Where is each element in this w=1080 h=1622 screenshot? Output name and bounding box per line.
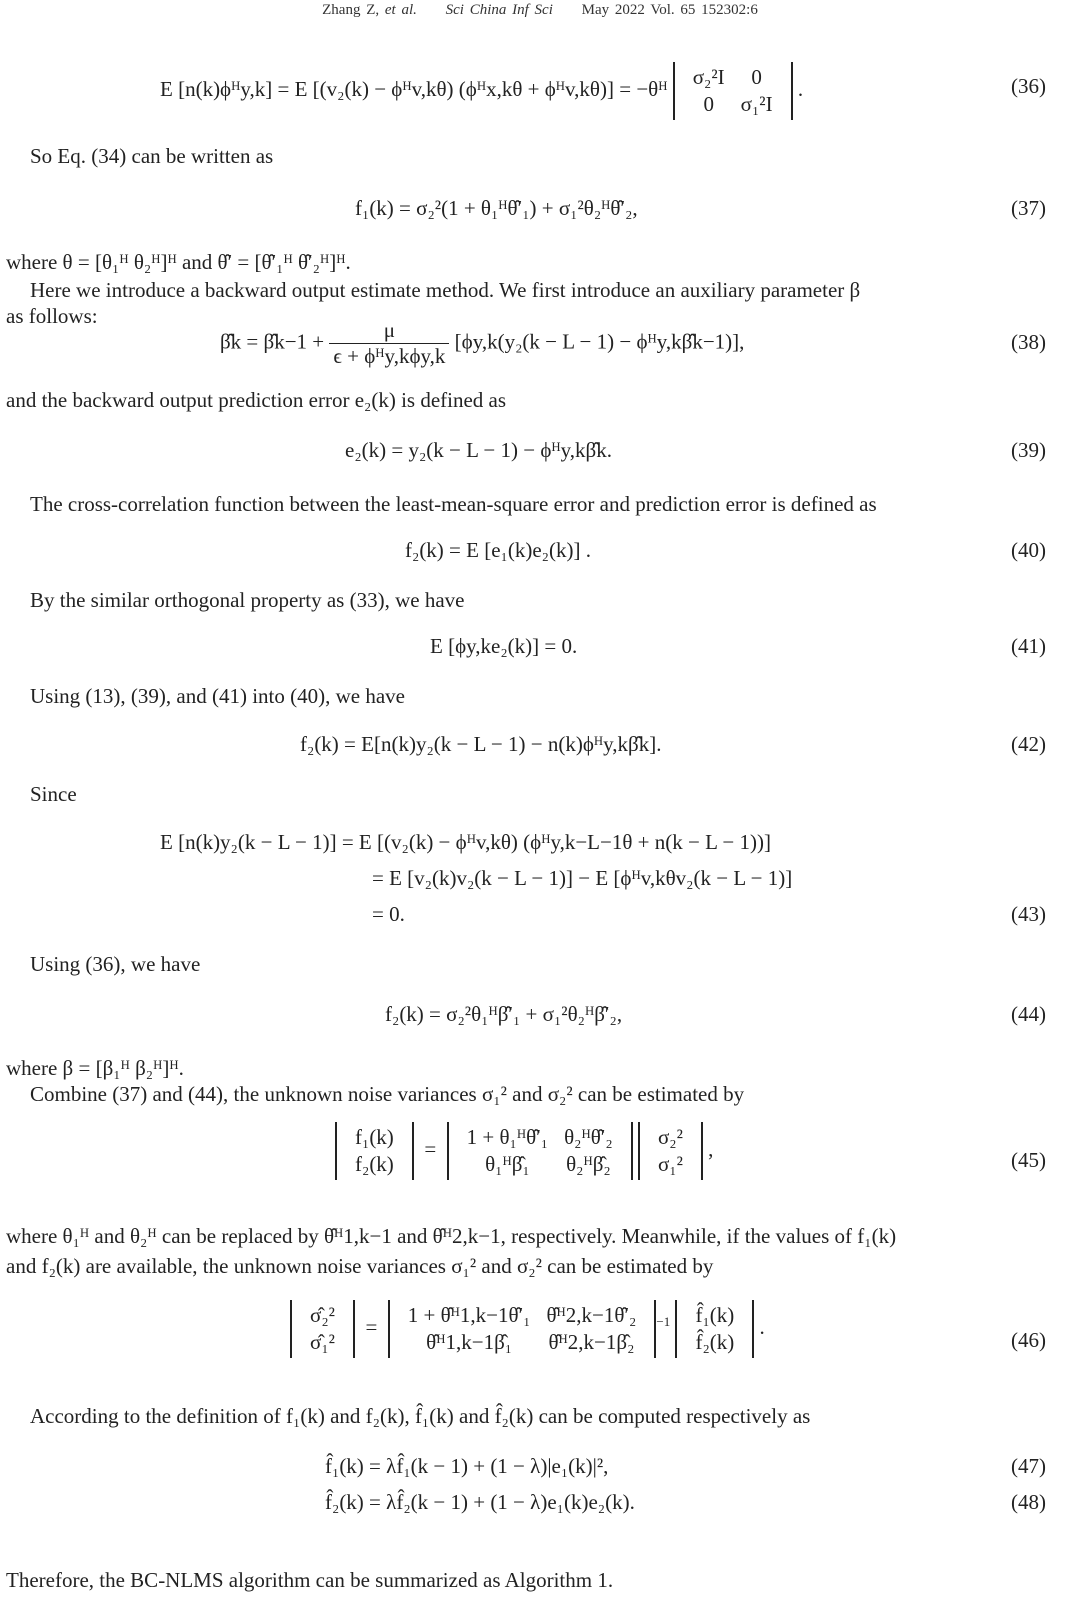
matrix-cell: f̂₂(k) [695,1330,735,1354]
paragraph-text: Combine (37) and (44), the unknown noise variances σ₁² and σ₂² can be estimated by [30,1082,745,1106]
equation-number: (47) [1011,1454,1046,1478]
header-etal: et al. [384,2,417,18]
fraction-denominator: ϵ + ϕᴴy,kϕy,k [333,344,446,368]
equation-45-matrix [447,1122,633,1180]
equation-44: f₂(k) = σ₂²θ₁ᴴβ̂′₁ + σ₁²θ₂ᴴβ̂′₂, [385,1002,623,1026]
equation-number: (45) [1011,1148,1046,1172]
equation-38-rhs: [ϕy,k(y₂(k − L − 1) − ϕᴴy,kβ̂k−1)], [454,329,745,354]
equation-41: E [ϕy,ke₂(k)] = 0. [430,634,578,658]
matrix-cell: θ̂ᴴ2,k−1β̂₂ [548,1330,635,1354]
equation-46: σ̂₂² σ̂₁² = 1 + θ̂ᴴ1,k−1θ̂′₁ θ̂ᴴ2,k−1θ̂′₂ θ̂ᴴ1,k−1β̂₁ θ̂ᴴ2,k−1β̂₂ $^{-1}$ f̂₁(k) f̂₂(k) . [290,1300,765,1358]
paragraph-text: as follows: [6,304,98,328]
equation-number: (36) [1011,74,1046,98]
equation-number: (39) [1011,438,1046,462]
equation-number: (44) [1011,1002,1046,1026]
matrix-cell: 0 [751,65,762,89]
matrix-cell: σ̂₁² [310,1330,335,1354]
matrix-cell: θ̂ᴴ1,k−1β̂₁ [426,1330,513,1354]
equation-number: (37) [1011,196,1046,220]
matrix-cell: 1 + θ̂ᴴ1,k−1θ̂′₁ [407,1303,531,1327]
equation-45-rhs-vector [638,1122,703,1180]
equation-number: (48) [1011,1490,1046,1514]
paragraph-text: where θ = [θ₁ᴴ θ₂ᴴ]ᴴ and θ̂′ = [θ̂′₁ᴴ θ̂′₂ᴴ]ᴴ. [6,250,351,274]
paragraph-text: Here we introduce a backward output estimate method. We first introduce an auxiliary parameter β [30,278,861,302]
fraction-numerator: μ [329,318,449,344]
matrix-cell: θ₁ᴴβ̂₁ [485,1152,530,1176]
equation-40: f₂(k) = E [e₁(k)e₂(k)] . [405,538,591,562]
matrix-cell: θ̂ᴴ2,k−1θ̂′₂ [546,1303,637,1327]
paragraph-text: Since [30,782,77,806]
equation-number: (46) [1011,1328,1046,1352]
equation-36-matrix [673,62,793,120]
paragraph-text: The cross-correlation function between the least-mean-square error and prediction error is defined as [30,492,877,516]
equation-number: (43) [1011,902,1046,926]
matrix-cell: 0 [703,92,714,116]
paragraph-text: where β = [β₁ᴴ β₂ᴴ]ᴴ. [6,1056,184,1080]
equation-43-line-2: = E [v₂(k)v₂(k − L − 1)] − E [ϕᴴv,kθv₂(k − L − 1)] [372,866,793,890]
matrix-cell: θ₂ᴴβ̂₂ [566,1152,611,1176]
equation-38-fraction [329,318,449,369]
equation-number: (38) [1011,330,1046,354]
paragraph-text: Therefore, the BC-NLMS algorithm can be summarized as Algorithm 1. [6,1568,614,1592]
equation-47: f̂₁(k) = λf̂₁(k − 1) + (1 − λ)|e₁(k)|², [325,1454,609,1478]
equation-48: f̂₂(k) = λf̂₂(k − 1) + (1 − λ)e₁(k)e₂(k). [325,1490,635,1514]
matrix-cell: σ̂₂² [310,1303,335,1327]
paragraph-text: where θ₁ᴴ and θ₂ᴴ can be replaced by θ̂ᴴ1,k−1 and θ̂ᴴ2,k−1, respectively. Meanwhile, if the values of f₁(k) [6,1224,897,1248]
equation-number: (42) [1011,732,1046,756]
equation-43-line-3: = 0. [372,902,405,926]
paragraph-text: So Eq. (34) can be written as [30,144,274,168]
equation-number: (41) [1011,634,1046,658]
matrix-cell: σ₁²I [740,92,773,116]
paragraph-text: and f₂(k) are available, the unknown noise variances σ₁² and σ₂² can be estimated by [6,1254,714,1278]
matrix-cell: σ₂² [657,1125,683,1149]
matrix-cell: σ₂²I [692,65,725,89]
paragraph-text: According to the definition of f₁(k) and f₂(k), f̂₁(k) and f̂₂(k) can be computed respectively as [30,1404,811,1428]
equation-42: f₂(k) = E[n(k)y₂(k − L − 1) − n(k)ϕᴴy,kβ̂k]. [300,732,662,756]
paragraph-text: By the similar orthogonal property as (33), we have [30,588,465,612]
equation-37: f₁(k) = σ₂²(1 + θ₁ᴴθ̂′₁) + σ₁²θ₂ᴴθ̂′₂, [355,196,638,220]
matrix-cell: θ₂ᴴθ̂′₂ [564,1125,613,1149]
equation-38-lhs: β̂k = β̂k−1 + [220,329,325,354]
paragraph-text: Using (36), we have [30,952,201,976]
matrix-cell: f₂(k) [355,1152,394,1176]
matrix-cell: f₁(k) [355,1125,394,1149]
paragraph-text: Using (13), (39), and (41) into (40), we have [30,684,405,708]
paragraph-text: and the backward output prediction error e₂(k) is defined as [6,388,507,412]
equation-39: e₂(k) = y₂(k − L − 1) − ϕᴴy,kβ̂k. [345,438,612,462]
equation-45: f₁(k) f₂(k) = 1 + θ₁ᴴθ̂′₁ θ₂ᴴθ̂′₂ θ₁ᴴβ̂₁ θ₂ᴴβ̂₂ σ₂² σ₁² , [335,1122,713,1180]
matrix-cell: f̂₁(k) [695,1303,735,1327]
equation-46-rhs-vector [675,1300,754,1358]
header-issue: May 2022 Vol. 65 152302:6 [581,2,758,18]
header-journal: Sci China Inf Sci [445,2,553,18]
matrix-cell: 1 + θ₁ᴴθ̂′₁ [466,1125,549,1149]
equation-46-lhs-vector [290,1300,355,1358]
running-header [0,2,1080,19]
equation-36: E [n(k)ϕᴴy,k] = E [(v₂(k) − ϕᴴv,kθ) (ϕᴴx,kθ + ϕᴴv,kθ)] = −θᴴ σ₂²I 0 0 σ₁²I . [160,62,803,120]
header-authors: Zhang Z, [322,2,380,18]
equation-46-matrix [388,1300,657,1358]
equation-36-body: E [n(k)ϕᴴy,k] = E [(v₂(k) − ϕᴴv,kθ) (ϕᴴx,kθ + ϕᴴv,kθ)] = −θᴴ [160,76,668,101]
equation-number: (40) [1011,538,1046,562]
equation-45-lhs-vector [335,1122,414,1180]
matrix-cell: σ₁² [657,1152,683,1176]
equation-43-line-1: E [n(k)y₂(k − L − 1)] = E [(v₂(k) − ϕᴴv,kθ) (ϕᴴy,k−L−1θ + n(k − L − 1))] [160,830,771,854]
equation-38 [220,318,744,369]
